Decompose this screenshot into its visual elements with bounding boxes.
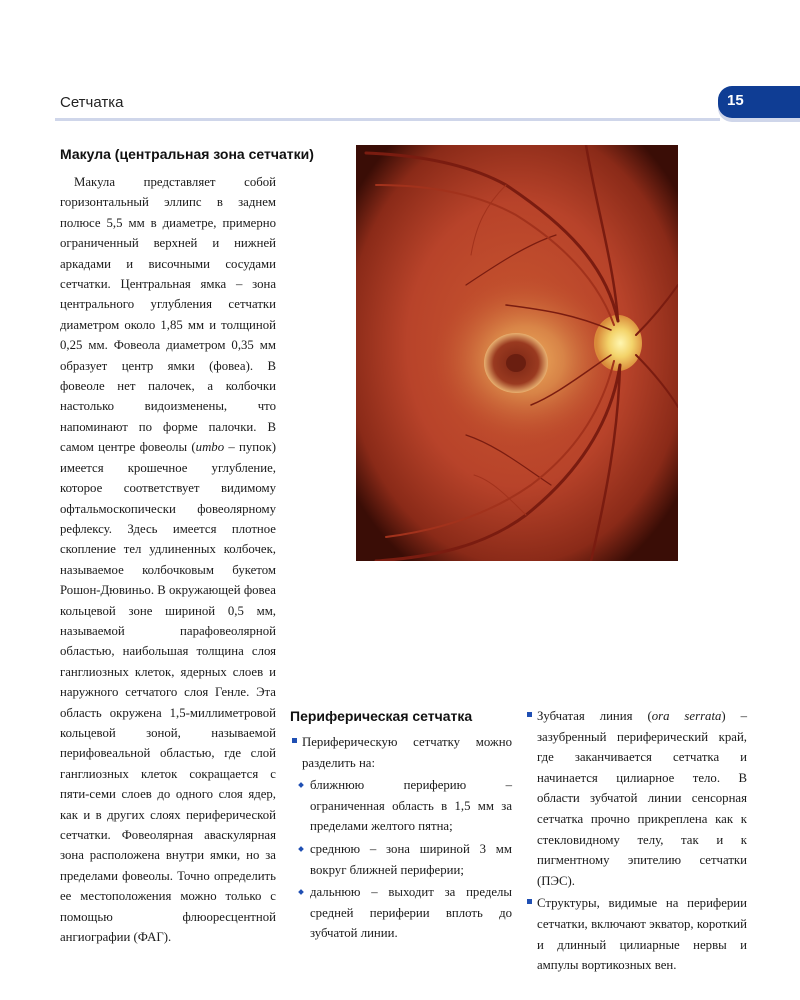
diamond-bullet-icon	[298, 889, 304, 895]
header-rule	[55, 88, 720, 121]
section-heading-macula: Макула (центральная зона сетчатки)	[60, 146, 314, 162]
sub-item-middle: среднюю – зона шириной 3 мм вокруг ближней периферии;	[310, 841, 512, 877]
list-item	[292, 732, 512, 773]
list-item	[292, 882, 512, 944]
page-number: 15	[727, 92, 744, 109]
square-bullet-icon	[527, 899, 532, 904]
macula-text-part-3: – пупок) имеется крошечное углубление, которое соответствует видимому офтальмоскопически фовеолярному рефлексу. Здесь имеется плотное скопление тел удлиненных колбочек, называемое колбочковым букетом Рошон-Дювиньо. В окружающей фовеа кольцевой зоне шириной 0,5 мм, называемой парафовеолярной областью, наибольшая толщина слоя ганглиозных клеток, ядерных слоев и наружного сетчатого слоя Генле. Эта область окружена 1,5-миллиметровой кольцевой зоной, называемой перифовеальной областью, где слой ганглиозных клеток сокращается с пяти-семи слоев до одного слоя ядер, как и в других слоях периферической сетчатки. Фовеолярная аваскулярная зона расположена внутри ямки, но за пределами фовеолы. Точно определить ее местоположения можно только с помощью флюоресцентной ангиографии (ФАГ).	[60, 440, 276, 945]
square-bullet-icon	[527, 712, 532, 717]
square-bullet-icon	[292, 738, 297, 743]
list-item	[292, 839, 512, 880]
peripheral-list-right	[527, 706, 747, 978]
structures-text: Структуры, видимые на периферии сетчатки, включают экватор, короткий и длинный цилиарные нервы и ампулы вортикозных вен.	[537, 896, 747, 973]
sub-item-near: ближнюю периферию – ограниченная область в 1,5 мм за пределами желтого пятна;	[310, 778, 512, 834]
diamond-bullet-icon	[298, 846, 304, 852]
section-heading-peripheral: Периферическая сетчатка	[290, 708, 473, 724]
list-item	[292, 775, 512, 837]
running-title: Сетчатка	[60, 94, 124, 111]
sub-item-far: дальнюю – выходит за пределы средней периферии вплоть до зубчатой линии.	[310, 885, 512, 941]
ora-text-term: ora serrata	[651, 709, 722, 723]
macula-text-part-1: Макула представляет собой горизонтальный эллипс в заднем полюсе 5,5 мм в диаметре, примерно ограниченный верхней и нижней аркадами и височными сосудами сетчатки. Центральная ямка – зона центрального углубления сетчатки диаметром около 1,85 мм и толщиной 0,25 мм. Фовеола диаметром 0,35 мм образует центр ямки (фовеа). В фовеоле нет палочек, а колбочки настолько видоизменены, что напоминают по форме палочки. В самом центре фовеолы (	[60, 175, 276, 455]
macula-text-umbo: umbo	[195, 440, 225, 455]
diamond-bullet-icon	[298, 782, 304, 788]
list-item	[527, 893, 747, 975]
list-item	[527, 706, 747, 891]
ora-text-part-1: Зубчатая линия (	[537, 709, 652, 723]
fundus-photo-image	[356, 145, 678, 561]
peripheral-list-left	[292, 732, 512, 946]
list-item-intro: Периферическую сетчатку можно разделить на:	[302, 735, 512, 770]
macula-paragraph	[60, 172, 276, 947]
ora-text-part-3: ) – зазубренный периферический край, где заканчивается сетчатка и начинается цилиарное тело. В области зубчатой линии сенсорная сетчатка прочно прикреплена как к стекловидному телу, так и к пигментному эпителию сетчатки (ПЭС).	[537, 709, 747, 888]
